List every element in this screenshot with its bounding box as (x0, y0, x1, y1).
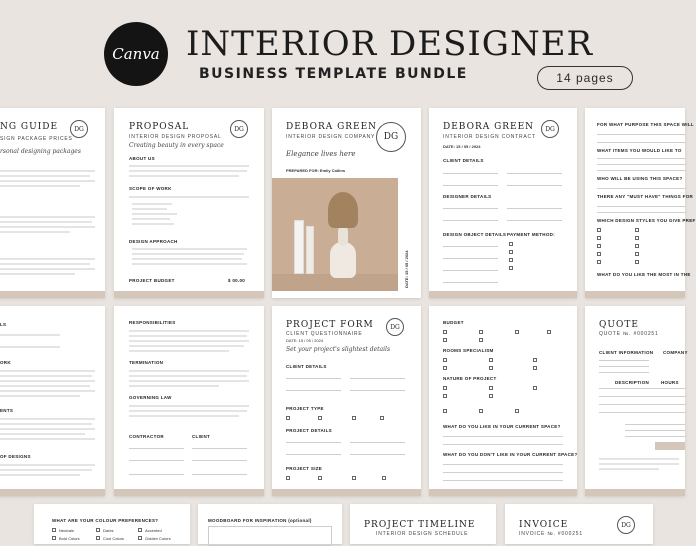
section-heading: MOODBOARD FOR INSPIRATION (optional) (208, 518, 312, 523)
card-title: PROPOSAL (129, 122, 190, 132)
section-heading: SCOPE OF WORK (129, 186, 172, 191)
monogram-icon: DG (230, 120, 248, 138)
section-heading: PAYMENT METHOD: (507, 232, 556, 237)
monogram-icon: DG (70, 120, 88, 138)
option-label: Darks (103, 528, 114, 533)
option-label: Cool Colors (103, 536, 124, 541)
section-heading: BUDGET (443, 320, 464, 325)
section-heading: WHAT DO YOU LIKE IN YOUR CURRENT SPACE? (443, 424, 561, 429)
section-heading: CLIENT DETAILS (286, 364, 327, 369)
canva-logo: Canva (104, 22, 168, 86)
monogram-icon: DG (617, 516, 635, 534)
card-subtitle: CLIENT QUESTIONNAIRE (286, 331, 363, 337)
section-heading: DESCRIPTION (615, 380, 650, 385)
card-proposal (114, 108, 264, 298)
card-project-form (272, 306, 421, 496)
card-moodboard (198, 504, 342, 544)
cover-date: DATE: 15 / 05 / 2024 (404, 250, 409, 288)
bundle-subtitle: BUSINESS TEMPLATE BUNDLE (199, 66, 468, 82)
section-heading: COMPANY (663, 350, 688, 355)
monogram-icon: DG (376, 122, 406, 152)
card-timeline (350, 504, 496, 544)
prepared-for: PREPARED FOR: Emily Collins (286, 168, 346, 173)
section-heading: CLIENT DETAILS (443, 158, 484, 163)
budget-value: $ 00.00 (228, 278, 246, 283)
question: FOR WHAT PURPOSE THIS SPACE WILL (597, 122, 694, 127)
section-heading: CLIENT (192, 434, 211, 439)
contract-date: DATE: 15 / 05 / 2024 (443, 144, 481, 149)
question: WHAT ARE YOUR COLOUR PREFERENCES? (52, 518, 159, 523)
section-heading: NATURE OF PROJECT (443, 376, 497, 381)
section-heading: PROJECT TYPE (286, 406, 324, 411)
question: THERE ANY "MUST HAVE" THINGS FOR (597, 194, 694, 199)
card-subtitle: INTERIOR DESIGN CONTRACT (443, 134, 536, 140)
section-heading: GOVERNING LAW (129, 395, 172, 400)
card-subtitle: SIGN PACKAGE PRICES (0, 136, 73, 142)
card-script: Elegance lives here (286, 150, 356, 158)
section-heading: DESIGNER DETAILS (443, 194, 492, 199)
card-subtitle: INTERIOR DESIGN SCHEDULE (376, 531, 469, 537)
section-heading: TERMINATION (129, 360, 164, 365)
section-heading: CLIENT INFORMATION (599, 350, 654, 355)
section-heading: PROJECT DETAILS (286, 428, 332, 433)
card-invoice (505, 504, 653, 544)
question: WHAT DO YOU LIKE THE MOST IN THE (597, 272, 691, 277)
card-script: Creating beauty in every space (129, 142, 224, 149)
card-title: DEBORA GREEN (286, 122, 378, 132)
card-script: rsonal designing packages (0, 148, 81, 155)
cover-photo (272, 178, 398, 298)
section-heading: CONTRACTOR (129, 434, 164, 439)
form-date: DATE: 15 / 05 / 2024 (286, 338, 324, 343)
card-subtitle: INTERIOR DESIGN PROPOSAL (129, 134, 222, 140)
option-label: Accented (145, 528, 162, 533)
monogram-icon: DG (541, 120, 559, 138)
section-heading: PROJECT SIZE (286, 466, 323, 471)
card-guide (0, 108, 105, 298)
option-label: Bold Colors (59, 536, 80, 541)
card-budget (429, 306, 577, 496)
card-title: DEBORA GREEN (443, 122, 535, 132)
card-title: PROJECT FORM (286, 320, 374, 330)
question: WHICH DESIGN STYLES YOU GIVE PREF (597, 218, 696, 223)
monogram-icon: DG (386, 318, 404, 336)
card-quote (585, 306, 688, 496)
card-colour (34, 504, 190, 544)
section-heading: PROJECT BUDGET (129, 278, 175, 283)
option-label: Golden Colors (145, 536, 171, 541)
section-heading: HOURS (661, 380, 679, 385)
card-cover (272, 108, 421, 298)
section-heading: ABOUT US (129, 156, 155, 161)
card-contract (429, 108, 577, 298)
card-responsibilities (114, 306, 264, 496)
card-subtitle: INVOICE №. #000251 (519, 531, 583, 537)
card-title: PROJECT TIMELINE (364, 520, 476, 530)
question: WHAT ITEMS YOU WOULD LIKE TO (597, 148, 682, 153)
page-count-badge: 14 pages (537, 66, 633, 90)
card-title: QUOTE (599, 320, 639, 330)
card-script: Set your project's slightest details (286, 346, 391, 353)
section-heading: RESPONSIBILITIES (129, 320, 176, 325)
card-title: NG GUIDE (0, 122, 59, 132)
option-label: Neutrals (59, 528, 74, 533)
section-heading: DESIGN OBJECT DETAILS (443, 232, 507, 237)
section-heading: ROOMS SPECIALISM (443, 348, 494, 353)
card-left-2: LS ORK ENTS OF DESIGNS (0, 306, 105, 496)
card-questions (585, 108, 696, 298)
section-heading: DESIGN APPROACH (129, 239, 178, 244)
section-heading: WHAT DO YOU DON'T LIKE IN YOUR CURRENT SPACE? (443, 452, 578, 457)
card-title: INVOICE (519, 520, 569, 530)
question: WHO WILL BE USING THIS SPACE? (597, 176, 683, 181)
card-subtitle: INTERIOR DESIGN COMPANY (286, 134, 376, 140)
card-subtitle: QUOTE №. #000251 (599, 331, 659, 337)
banner-header (0, 0, 680, 104)
bundle-title: INTERIOR DESIGNER (186, 24, 594, 64)
